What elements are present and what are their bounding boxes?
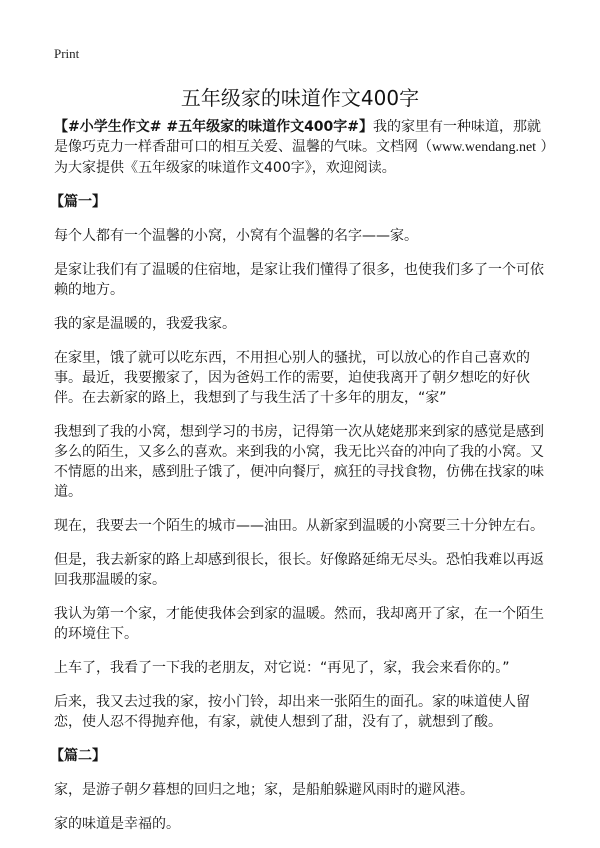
intro-paragraph xyxy=(54,117,554,178)
paragraph: 上车了，我看了一下我的老朋友，对它说：“再见了，家，我会来看你的。” xyxy=(54,660,510,676)
paragraph: 在家里，饿了就可以吃东西，不用担心别人的骚扰，可以放心的作自己喜欢的事。最近，我要搬家了，因为爸妈工作的需要，迫使我离开了朝夕想吃的好伙伴。在去新家的路上，我想到了与我生活了十多年的朋友，“家” xyxy=(54,350,530,406)
paragraph: 但是，我去新家的路上却感到很长，很长。好像路延绵无尽头。恐怕我难以再返回我那温暖的家。 xyxy=(54,552,544,588)
paragraph: 家的味道是幸福的。 xyxy=(54,816,180,832)
paragraph: 后来，我又去过我的家，按小门铃，却出来一张陌生的面孔。家的味道使人留恋，使人忍不得抛弃他，有家，就使人想到了甜，没有了，就想到了酸。 xyxy=(54,694,530,730)
paragraph: 每个人都有一个温馨的小窝，小窝有个温馨的名字——家。 xyxy=(54,228,418,244)
print-link[interactable]: Print xyxy=(54,46,80,61)
paragraph: 我想到了我的小窝，想到学习的书房，记得第一次从姥姥那来到家的感觉是感到多么的陌生，又多么的喜欢。来到我的小窝，我无比兴奋的冲向了我的小窝。又不情愿的出来，感到肚子饿了，便冲向餐厅，疯狂的寻找食物，仿佛在找家的味道。 xyxy=(54,424,544,500)
article-body xyxy=(50,117,554,848)
paragraph: 现在，我要去一个陌生的城市——油田。从新家到温暖的小窝要三十分钟左右。 xyxy=(54,518,544,534)
intro-text-b: ）为大家提供《五年级家的味道作文400字》，欢迎阅读。 xyxy=(54,139,548,176)
section-heading-2: 【篇二】 xyxy=(50,748,106,764)
intro-text-a: 我的家里有一种味道，那就是像巧克力一样香甜可口的相互关爱、温馨的气味。文档网（ xyxy=(54,119,542,155)
paragraph: 家，是游子朝夕暮想的回归之地；家，是船舶躲避风雨时的避风港。 xyxy=(54,782,474,798)
paragraph: 我的家是温暖的，我爱我家。 xyxy=(54,316,236,332)
paragraph: 是家让我们有了温暖的住宿地，是家让我们懂得了很多，也使我们多了一个可依赖的地方。 xyxy=(54,262,544,298)
intro-tags: 【#小学生作文# #五年级家的味道作文400字#】 xyxy=(54,119,374,135)
paragraph: 我认为第一个家，才能使我体会到家的温暖。然而，我却离开了家，在一个陌生的环境住下。 xyxy=(54,606,544,642)
site-url: www.wendang.net xyxy=(432,140,537,155)
section-heading-1: 【篇一】 xyxy=(50,194,106,210)
page-title: 五年级家的味道作文400字 xyxy=(180,86,420,110)
